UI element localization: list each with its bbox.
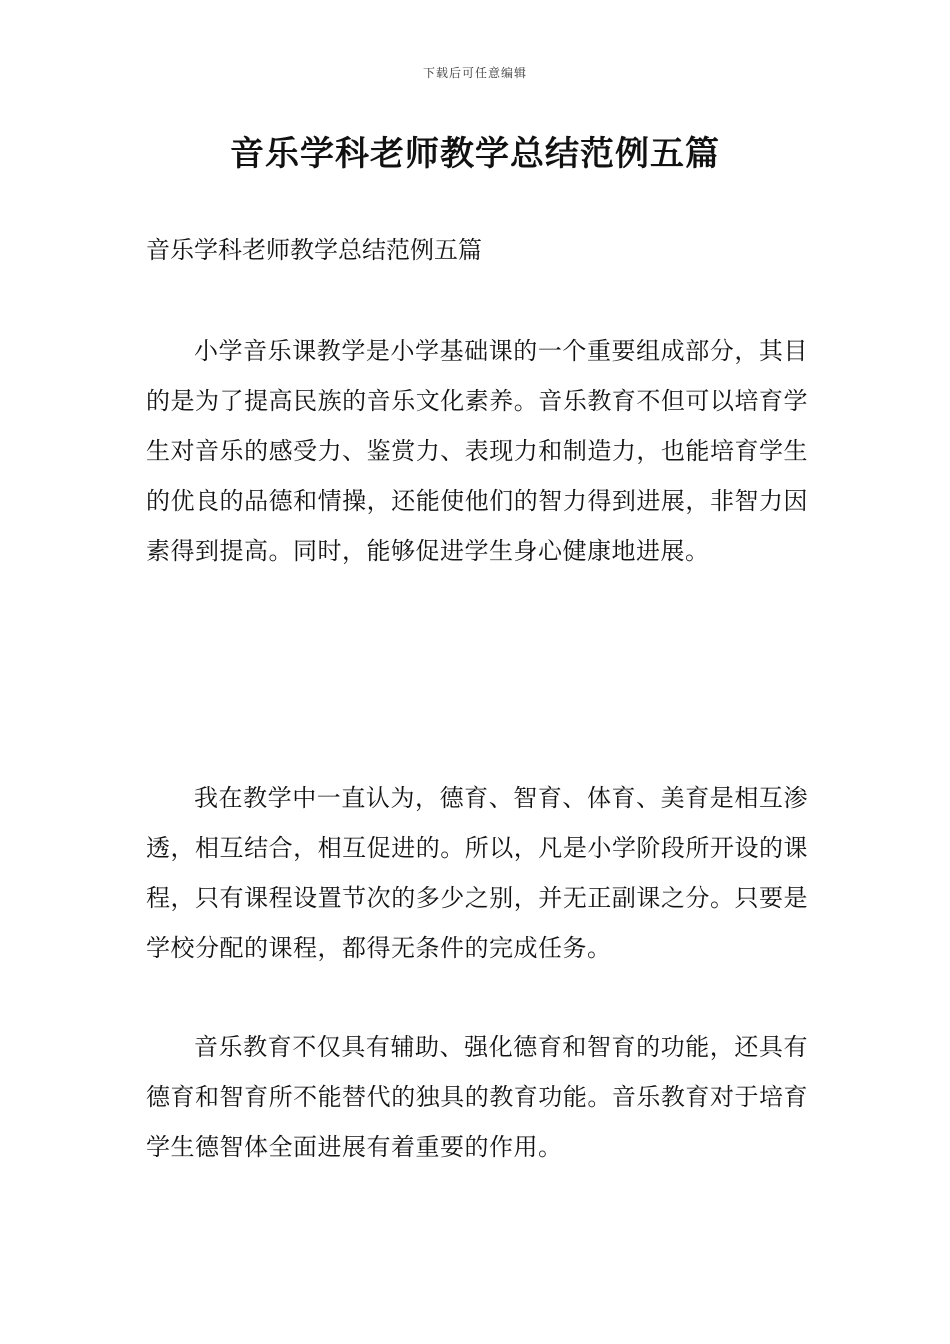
document-subtitle: 音乐学科老师教学总结范例五篇 [146, 236, 482, 264]
document-title: 音乐学科老师教学总结范例五篇 [230, 134, 720, 174]
header-note: 下载后可任意编辑 [422, 66, 527, 80]
paragraph-1: 小学音乐课教学是小学基础课的一个重要组成部分，其目的是为了提高民族的音乐文化素养。音乐教育不但可以培育学生对音乐的感受力、鉴赏力、表现力和制造力，也能培育学生的优良的品德和情操，还能使他们的智力得到进展，非智力因素得到提高。同时，能够促进学生身心健康地进展。 [146, 337, 808, 565]
paragraph-3: 音乐教育不仅具有辅助、强化德育和智育的功能，还具有德育和智育所不能替代的独具的教育功能。音乐教育对于培育学生德智体全面进展有着重要的作用。 [146, 1033, 808, 1161]
paragraph-2: 我在教学中一直认为，德育、智育、体育、美育是相互渗透，相互结合，相互促进的。所以，凡是小学阶段所开设的课程，只有课程设置节次的多少之别，并无正副课之分。只要是学校分配的课程，都得无条件的完成任务。 [146, 784, 808, 962]
